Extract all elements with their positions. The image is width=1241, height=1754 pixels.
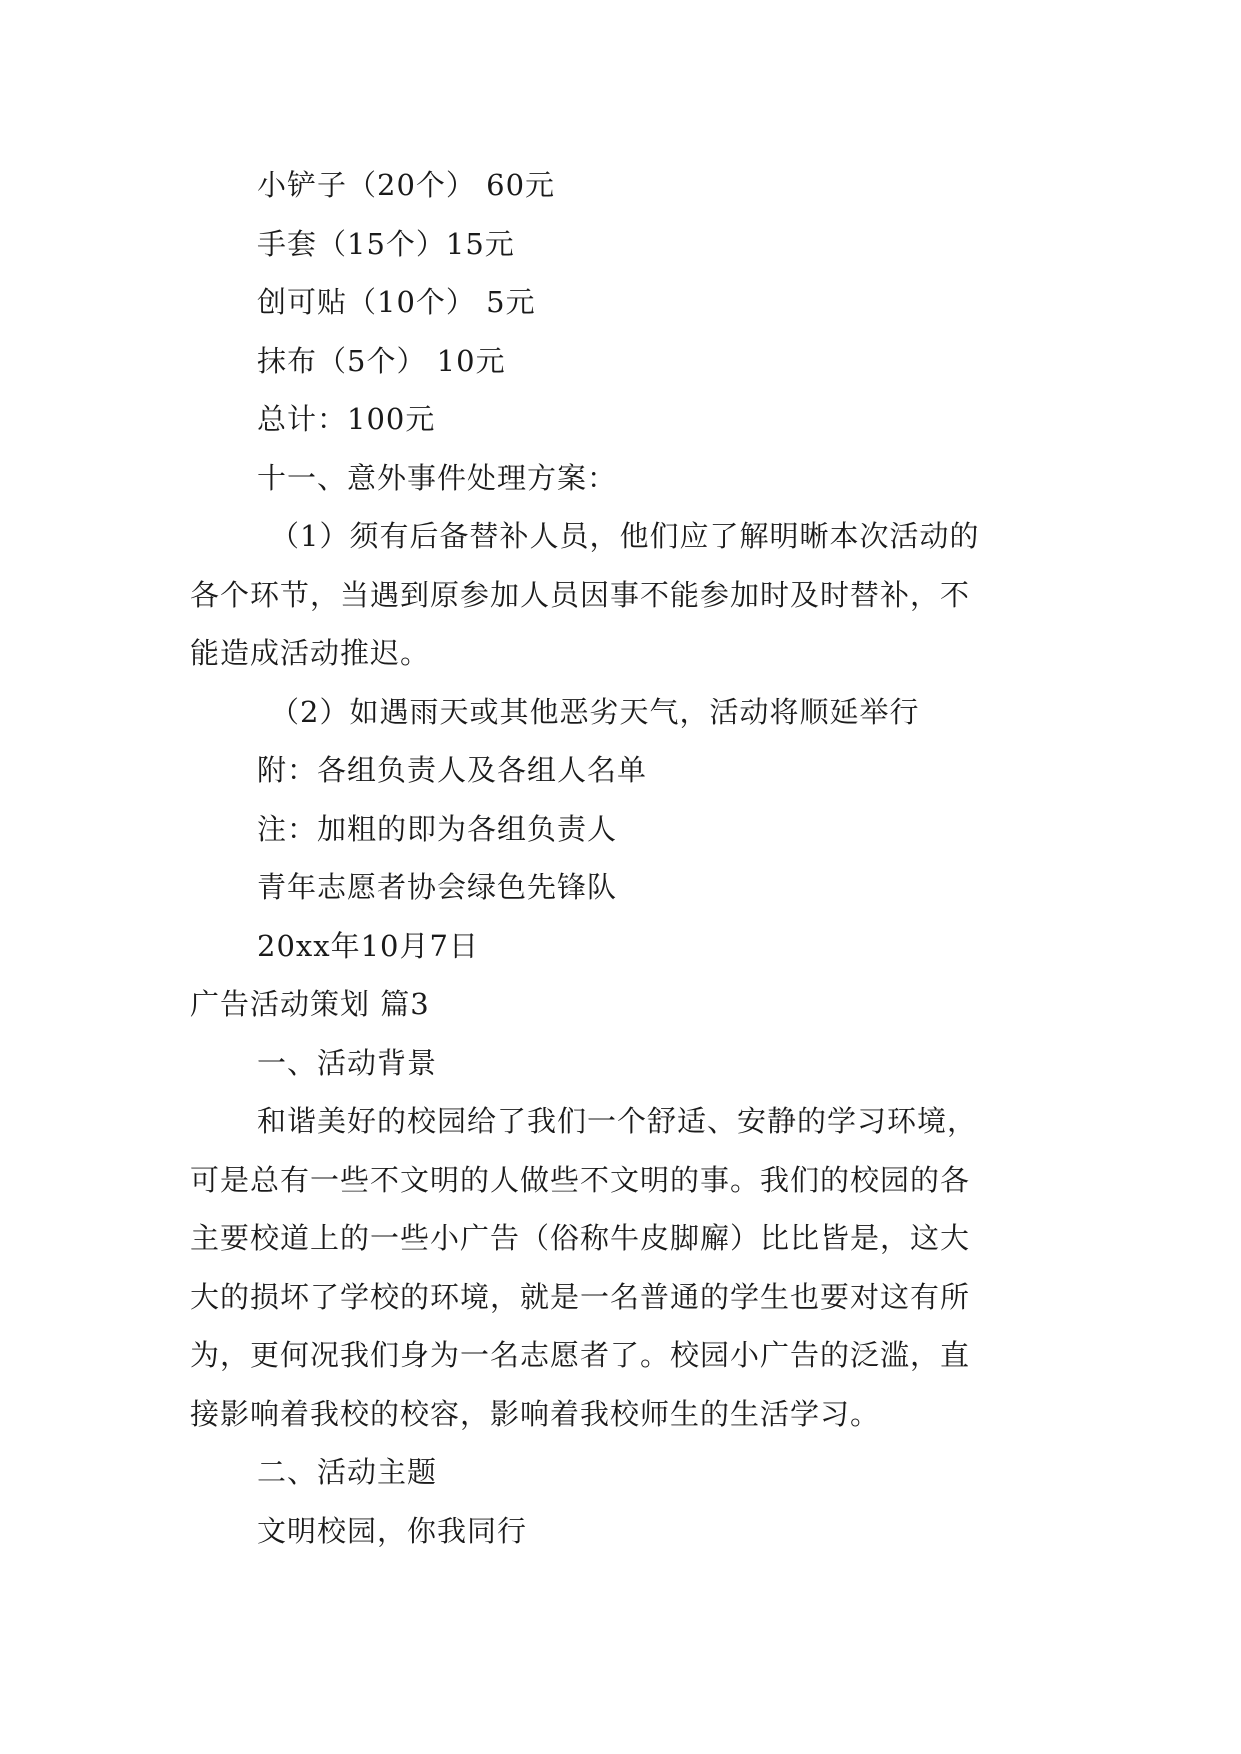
paragraph-line: 大的损坏了学校的环境，就是一名普通的学生也要对这有所 bbox=[190, 1280, 971, 1314]
theme-slogan: 文明校园，你我同行 bbox=[257, 1514, 528, 1548]
signature-date: 20xx年10月7日 bbox=[257, 929, 479, 963]
paragraph-line: （2）如遇雨天或其他恶劣天气，活动将顺延举行 bbox=[270, 695, 920, 729]
paragraph-line: 接影响着我校的校容，影响着我校师生的生活学习。 bbox=[190, 1397, 881, 1431]
paragraph-line: 主要校道上的一些小广告（俗称牛皮脚廨）比比皆是，这大 bbox=[190, 1221, 971, 1255]
remark-note: 注：加粗的即为各组负责人 bbox=[257, 812, 618, 846]
budget-total: 总计：100元 bbox=[257, 402, 436, 436]
article-title: 广告活动策划 篇3 bbox=[190, 987, 430, 1021]
signature-organization: 青年志愿者协会绿色先锋队 bbox=[257, 870, 618, 904]
appendix-note: 附：各组负责人及各组人名单 bbox=[257, 753, 648, 787]
paragraph-line: 和谐美好的校园给了我们一个舒适、安静的学习环境， bbox=[257, 1104, 978, 1138]
budget-item-shovels: 小铲子（20个） 60元 bbox=[257, 168, 556, 202]
budget-item-gloves: 手套（15个）15元 bbox=[257, 227, 515, 261]
paragraph-line: 各个环节，当遇到原参加人员因事不能参加时及时替补，不 bbox=[190, 578, 971, 612]
budget-item-bandages: 创可贴（10个） 5元 bbox=[257, 285, 536, 319]
section-heading-theme: 二、活动主题 bbox=[257, 1455, 438, 1489]
paragraph-line: 为，更何况我们身为一名志愿者了。校园小广告的泛滥，直 bbox=[190, 1338, 971, 1372]
section-heading-background: 一、活动背景 bbox=[257, 1046, 438, 1080]
paragraph-line: 能造成活动推迟。 bbox=[190, 636, 431, 670]
paragraph-line: （1）须有后备替补人员，他们应了解明晰本次活动的 bbox=[270, 519, 980, 553]
paragraph-line: 可是总有一些不文明的人做些不文明的事。我们的校园的各 bbox=[190, 1163, 971, 1197]
section-heading-contingency: 十一、意外事件处理方案： bbox=[257, 461, 618, 495]
budget-item-rags: 抹布（5个） 10元 bbox=[257, 344, 506, 378]
